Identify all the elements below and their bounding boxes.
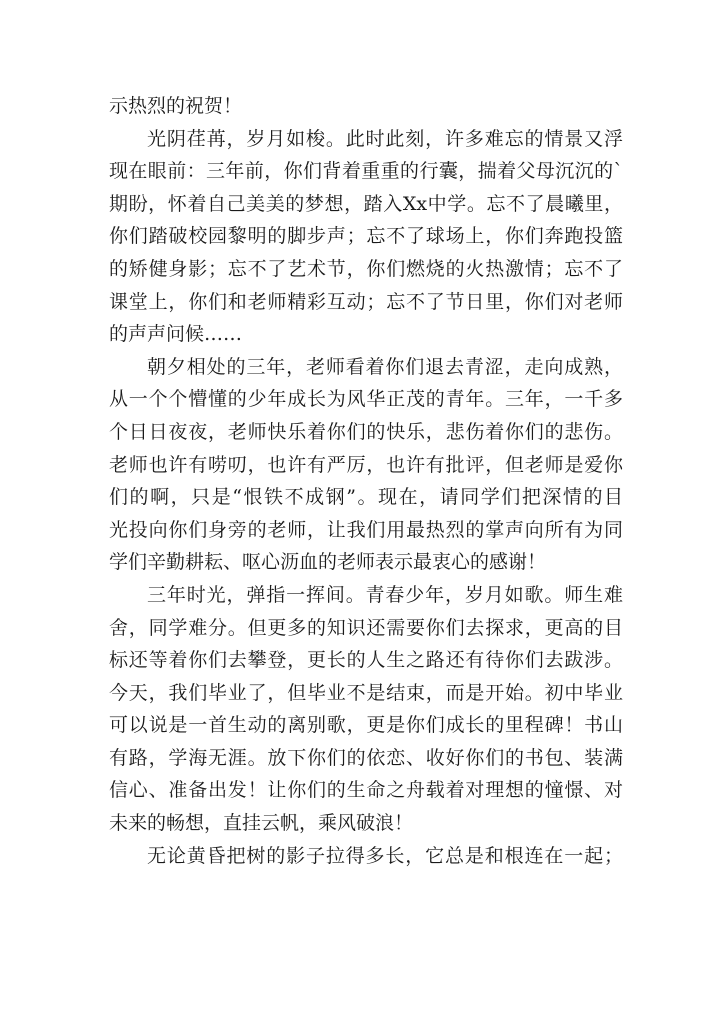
text-line: 老师也许有唠叨，也许有严厉，也许有批评，但老师是爱你 [109, 453, 623, 476]
text-line: 信心、准备出发！让你们的生命之舟载着对理想的憧憬、对 [109, 779, 623, 802]
text-line: 标还等着你们去攀登，更长的人生之路还有待你们去跋涉。 [109, 649, 623, 672]
text-line: 可以说是一首生动的离别歌，更是你们成长的里程碑！书山 [109, 714, 623, 737]
text-line: 今天，我们毕业了，但毕业不是结束，而是开始。初中毕业 [109, 681, 623, 704]
text-line: 你们踏破校园黎明的脚步声；忘不了球场上，你们奔跑投篮 [109, 225, 623, 248]
paragraph-first-line: 三年时光，弹指一挥间。青春少年，岁月如歌。师生难 [147, 583, 623, 606]
text-line: 学们辛勤耕耘、呕心沥血的老师表示最衷心的感谢！ [109, 551, 547, 574]
text-line: 课堂上，你们和老师精彩互动；忘不了节日里，你们对老师 [109, 290, 623, 313]
body-text [109, 90, 623, 872]
text-line: 示热烈的祝贺！ [109, 95, 243, 117]
text-line: 有路，学海无涯。放下你们的依恋、收好你们的书包、装满 [109, 746, 623, 769]
text-line: 未来的畅想，直挂云帆，乘风破浪！ [109, 812, 414, 835]
text-line: 个日日夜夜，老师快乐着你们的快乐，悲伤着你们的悲伤。 [109, 420, 623, 443]
paragraph-first-line: 光阴荏苒，岁月如梭。此时此刻，许多难忘的情景又浮 [147, 127, 623, 150]
text-line: 期盼，怀着自己美美的梦想，踏入Xx中学。忘不了晨曦里， [109, 192, 623, 215]
text-line: 光投向你们身旁的老师，让我们用最热烈的掌声向所有为同 [109, 518, 623, 541]
text-line: 的矫健身影；忘不了艺术节，你们燃烧的火热激情；忘不了 [109, 257, 623, 280]
text-line: 现在眼前：三年前，你们背着重重的行囊，揣着父母沉沉的` [109, 160, 623, 183]
text-line: 们的啊，只是“恨铁不成钢”。现在，请同学们把深情的目 [109, 486, 623, 509]
text-line: 的声声问候…… [109, 323, 243, 346]
text-line: 舍，同学难分。但更多的知识还需要你们去探求，更高的目 [109, 616, 623, 639]
paragraph-first-line: 朝夕相处的三年，老师看着你们退去青涩，走向成熟， [147, 355, 623, 378]
paragraph-first-line: 无论黄昏把树的影子拉得多长，它总是和根连在一起； [147, 844, 623, 867]
text-line: 从一个个懵懂的少年成长为风华正茂的青年。三年，一千多 [109, 388, 623, 411]
